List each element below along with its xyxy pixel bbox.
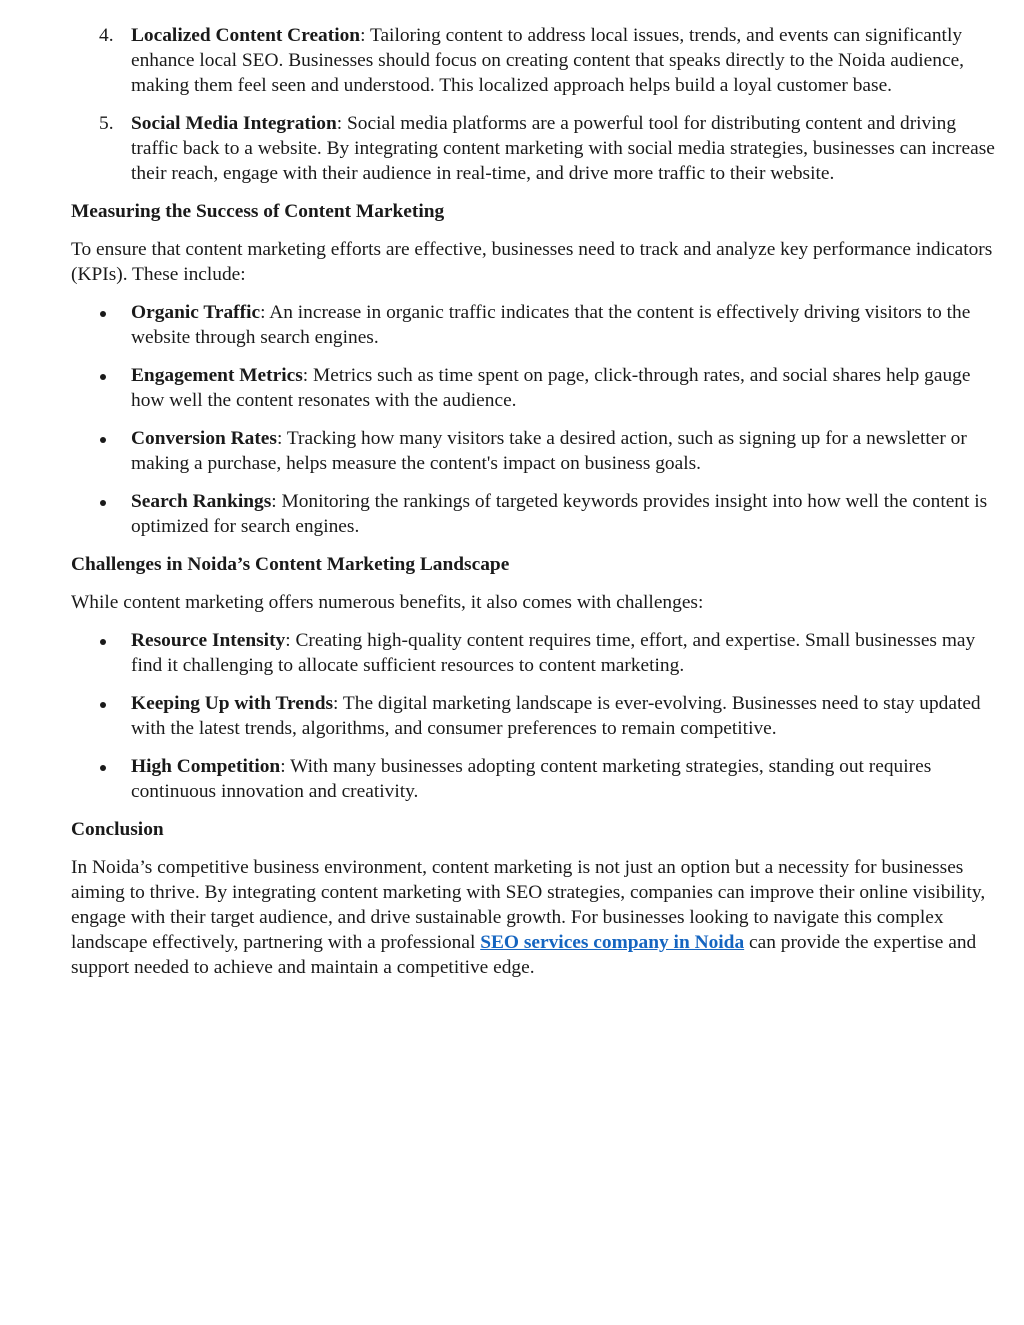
list-item-term: Engagement Metrics: [131, 365, 303, 386]
list-item-term: Organic Traffic: [131, 302, 261, 323]
bullet-icon: [100, 702, 106, 708]
list-item-text: : Monitoring the rankings of targeted keywords provides insight into how well the content is optimized for search engines.: [131, 491, 988, 537]
list-item: [71, 111, 1006, 186]
list-item-term: Keeping Up with Trends: [131, 693, 334, 714]
list-item-text: : Creating high-quality content requires time, effort, and expertise. Small businesses may find it challenging to allocate sufficient resources to content marketing.: [131, 630, 976, 676]
list-item-text: : Social media platforms are a powerful tool for distributing content and driving traffic back to a website. By integrating content marketing with social media strategies, businesses can increase their reach, engage with their audience in real-time, and drive more traffic to their website.: [131, 113, 995, 184]
list-item: [71, 300, 1006, 350]
section-heading-measuring: Measuring the Success of Content Marketing: [71, 201, 445, 222]
kpi-list: [71, 300, 1006, 539]
bullet-icon: [100, 500, 106, 506]
list-item-text: : Tracking how many visitors take a desired action, such as signing up for a newsletter or making a purchase, helps measure the content's impact on business goals.: [131, 428, 967, 474]
numbered-list: [71, 23, 1006, 186]
list-item-term: Resource Intensity: [131, 630, 286, 651]
list-item: [71, 489, 1006, 539]
list-item-text: : The digital marketing landscape is ever-evolving. Businesses need to stay updated with the latest trends, algorithms, and consumer preferences to remain competitive.: [131, 693, 981, 739]
list-item: [71, 23, 1006, 98]
list-item: [71, 628, 1006, 678]
bullet-icon: [100, 639, 106, 645]
seo-services-link[interactable]: SEO services company in Noida: [480, 932, 745, 953]
bullet-icon: [100, 311, 106, 317]
conclusion-text-start: In Noida’s competitive business environment, content marketing is not just an option but a necessity for businesses aiming to thrive. By integrating content marketing with SEO strategies, companies can improve their online visibility, engage with their target audience, and drive sustainable growth. For businesses looking to navigate this complex landscape effectively, partnering with a professional: [71, 857, 986, 953]
list-item: [71, 691, 1006, 741]
section-heading-challenges: Challenges in Noida’s Content Marketing Landscape: [71, 554, 510, 575]
conclusion-text-end: can provide the expertise and support needed to achieve and maintain a competitive edge.: [71, 932, 977, 978]
bullet-icon: [100, 437, 106, 443]
bullet-icon: [100, 765, 106, 771]
list-item: [71, 426, 1006, 476]
list-item-term: Search Rankings: [131, 491, 272, 512]
list-item-text: : Tailoring content to address local issues, trends, and events can significantly enhance local SEO. Businesses should focus on creating content that speaks directly to the Noida audience, making them feel seen and understood. This localized approach helps build a loyal customer base.: [131, 25, 965, 96]
list-item-text: : An increase in organic traffic indicates that the content is effectively driving visitors to the website through search engines.: [131, 302, 971, 348]
measuring-intro: To ensure that content marketing efforts are effective, businesses need to track and analyze key performance indicators (KPIs). These include:: [71, 239, 993, 285]
list-number: 5.: [99, 113, 114, 134]
document-page: [71, 23, 1006, 993]
list-item-term: Social Media Integration: [131, 113, 337, 134]
conclusion-paragraph: [71, 855, 1006, 980]
challenges-intro: While content marketing offers numerous benefits, it also comes with challenges:: [71, 592, 704, 613]
list-item-term: Localized Content Creation: [131, 25, 361, 46]
list-number: 4.: [99, 25, 114, 46]
challenges-list: [71, 628, 1006, 804]
list-item: [71, 754, 1006, 804]
list-item-text: : Metrics such as time spent on page, click-through rates, and social shares help gauge how well the content resonates with the audience.: [131, 365, 971, 411]
list-item: [71, 363, 1006, 413]
list-item-text: : With many businesses adopting content marketing strategies, standing out requires continuous innovation and creativity.: [131, 756, 932, 802]
bullet-icon: [100, 374, 106, 380]
list-item-term: High Competition: [131, 756, 281, 777]
section-heading-conclusion: Conclusion: [71, 819, 164, 840]
list-item-term: Conversion Rates: [131, 428, 277, 449]
